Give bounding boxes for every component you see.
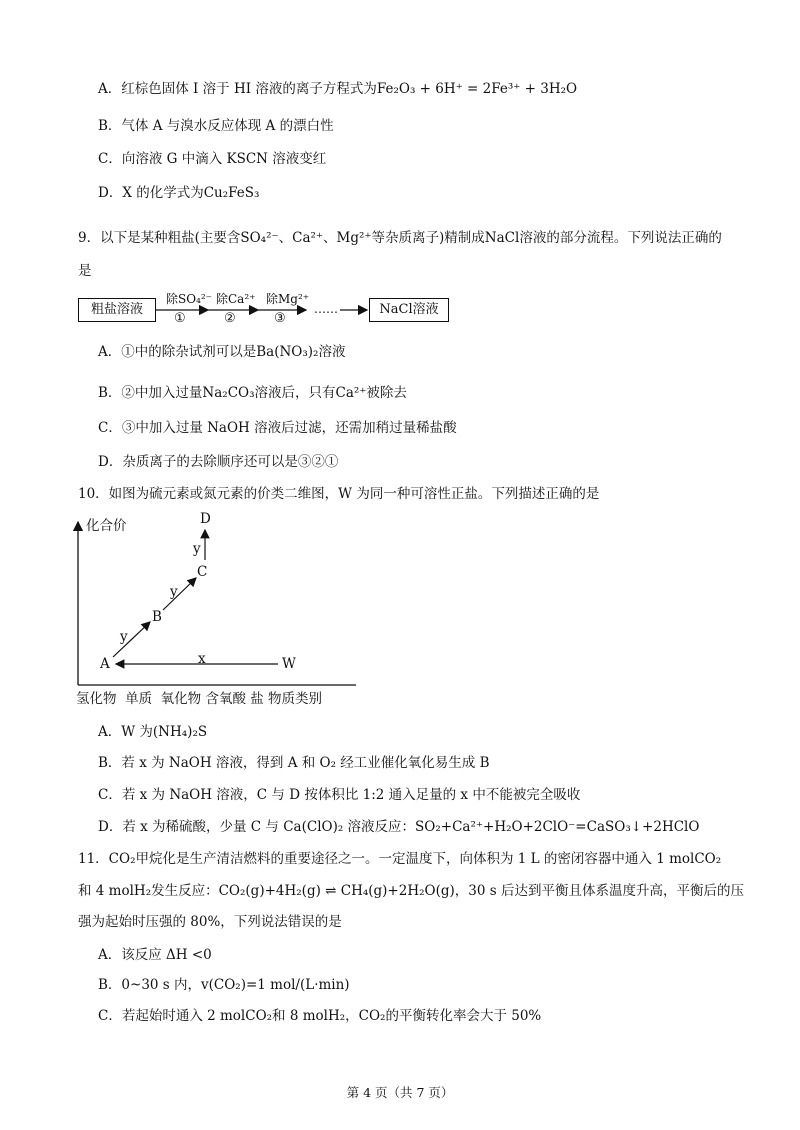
flow-ellipsis: ……: [314, 302, 338, 316]
arrow-label-x: x: [198, 651, 206, 667]
flow-step2-label: 除Ca²⁺: [216, 292, 256, 306]
q10-option-a: A．W 为(NH₄)₂S: [98, 724, 208, 740]
point-c: C: [197, 564, 208, 580]
q11-option-a: A．该反应 ΔH <0: [98, 947, 212, 963]
arrow-label-y-2: y: [170, 584, 178, 600]
q8-option-d: D．X 的化学式为Cu₂FeS₃: [98, 185, 260, 201]
q9-option-c: C．③中加入过量 NaOH 溶液后过滤，还需加稍过量稀盐酸: [98, 420, 457, 436]
point-b: B: [152, 609, 162, 625]
q11-option-b: B．0~30 s 内，v(CO₂)=1 mol/(L·min): [98, 977, 350, 993]
q11-stem-line2: 和 4 molH₂发生反应：CO₂(g)+4H₂(g) ⇌ CH₄(g)+2H₂O(g)，30 s 后达到平衡且体系温度升高，平衡后的压: [78, 883, 744, 899]
flow-step2-number: ②: [224, 311, 236, 326]
flow-end-box: NaCl溶液: [369, 298, 449, 322]
arrow-label-y-1: y: [120, 629, 128, 645]
flow-start-box: 粗盐溶液: [78, 298, 156, 322]
y-axis-label: 化合价: [86, 518, 127, 534]
page-footer: 第 4 页（共 7 页）: [346, 1085, 454, 1100]
flow-step3-label: 除Mg²⁺: [266, 292, 310, 306]
q10-option-b: B．若 x 为 NaOH 溶液，得到 A 和 O₂ 经工业催化氧化易生成 B: [98, 755, 490, 771]
q11-stem-line3: 强为起始时压强的 80%，下列说法错误的是: [78, 914, 342, 930]
q10-option-c: C．若 x 为 NaOH 溶液，C 与 D 按体积比 1:2 通入足量的 x 中不能被完全吸收: [98, 787, 581, 803]
q8-option-b: B．气体 A 与溴水反应体现 A 的漂白性: [98, 118, 334, 134]
flow-step1-label: 除SO₄²⁻: [166, 292, 213, 306]
q10-stem: 10．如图为硫元素或氮元素的价类二维图，W 为同一种可溶性正盐。下列描述正确的是: [78, 486, 600, 502]
q8-option-c: C．向溶液 G 中滴入 KSCN 溶液变红: [98, 151, 327, 167]
q9-option-d: D．杂质离子的去除顺序还可以是③②①: [98, 454, 339, 470]
q10-option-d: D．若 x 为稀硫酸，少量 C 与 Ca(ClO)₂ 溶液反应：SO₂+Ca²⁺+H₂O+2ClO⁻=CaSO₃↓+2HClO: [98, 819, 700, 835]
point-a: A: [100, 656, 110, 672]
q9-option-a: A．①中的除杂试剂可以是Ba(NO₃)₂溶液: [98, 344, 346, 360]
q11-stem-line1: 11．CO₂甲烷化是生产清洁燃料的重要途径之一。一定温度下，向体积为 1 L 的密闭容器中通入 1 molCO₂: [78, 851, 722, 867]
arrow-label-y-3: y: [193, 541, 201, 557]
arrow-b-to-c: [163, 578, 196, 610]
arrow-a-to-b: [113, 622, 150, 657]
point-d: D: [200, 511, 211, 527]
q9-stem-line2: 是: [78, 263, 92, 279]
flow-step1-number: ①: [174, 311, 186, 326]
q11-option-c: C．若起始时通入 2 molCO₂和 8 molH₂，CO₂的平衡转化率会大于 50%: [98, 1008, 542, 1024]
q8-option-a: A．红棕色固体 I 溶于 HI 溶液的离子方程式为Fe₂O₃ + 6H⁺ = 2Fe³⁺ + 3H₂O: [98, 81, 578, 97]
q9-option-b: B．②中加入过量Na₂CO₃溶液后，只有Ca²⁺被除去: [98, 385, 407, 401]
q9-stem-line1: 9．以下是某种粗盐(主要含SO₄²⁻、Ca²⁺、Mg²⁺等杂质离子)精制成NaCl溶液的部分流程。下列说法正确的: [78, 230, 722, 246]
point-w: W: [282, 656, 296, 672]
flow-step3-number: ③: [274, 311, 286, 326]
x-axis-categories: 氢化物 单质 氧化物 含氧酸 盐 物质类别: [76, 691, 323, 707]
